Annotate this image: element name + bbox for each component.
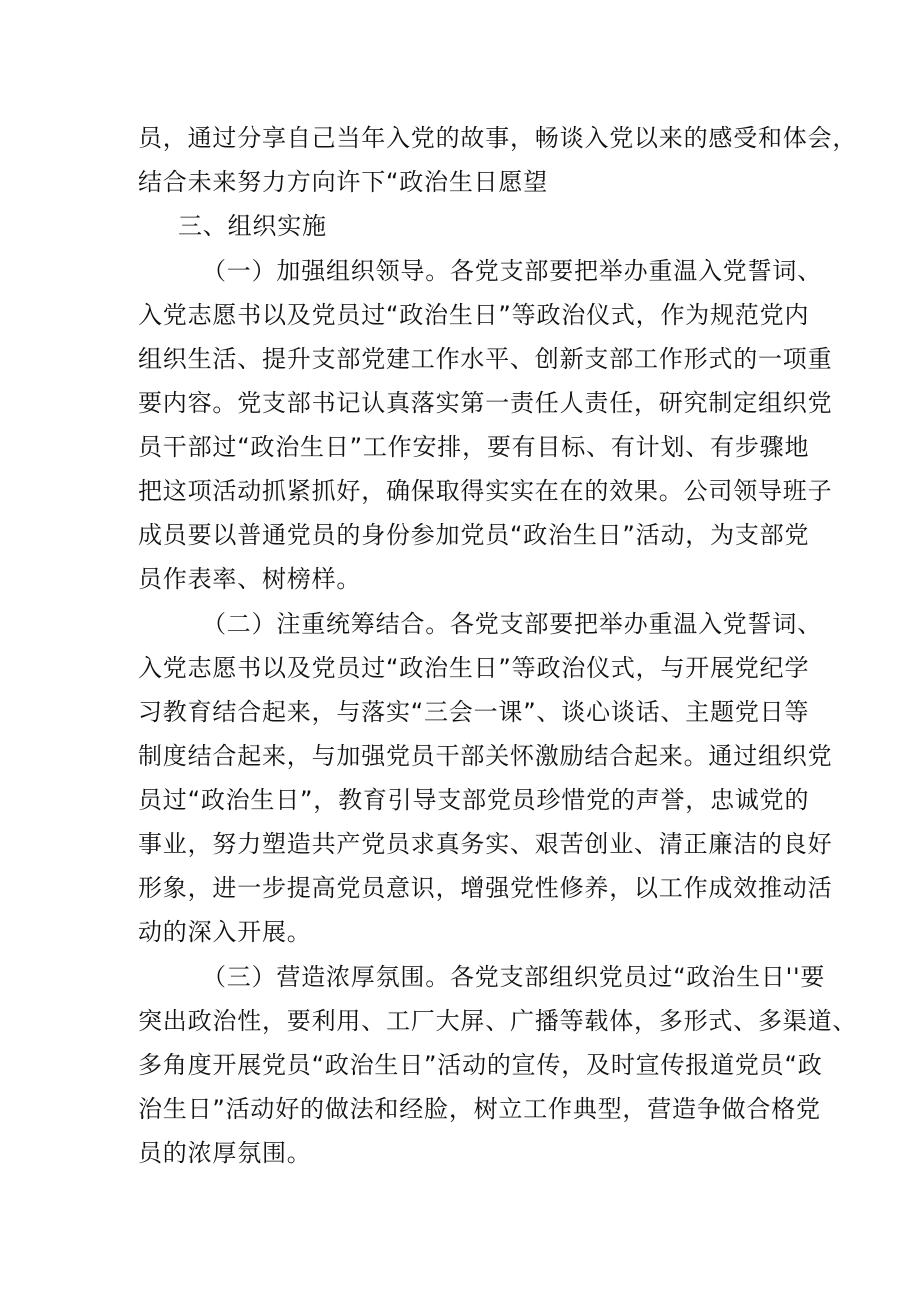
paragraph-first-line: （二）注重统筹结合。各党支部要把举办重温入党誓词、	[202, 610, 822, 638]
text-line: 治生日”活动好的做法和经脸，树立工作典型，营造争做合格党	[138, 1095, 821, 1123]
text-line: 结合未来努力方向许下“政治生日愿望	[138, 168, 549, 196]
paragraph-first-line: （一）加强组织领导。各党支部要把举办重温入党誓词、	[202, 257, 822, 285]
text-line: 员过“政治生日”，教育引导支部党员珍惜党的声誉，忠诚党的	[138, 786, 810, 814]
text-line: 制度结合起来，与加强党员干部关怀激励结合起来。通过组织党	[138, 742, 833, 770]
text-line: 组织生活、提升支部党建工作水平、创新支部工作形式的一项重	[138, 345, 833, 373]
text-line: 要内容。党支部书记认真落实第一责任人责任，研究制定组织党	[138, 389, 833, 417]
paragraph-first-line: （三）营造浓厚氛围。各党支部组织党员过“政治生日''要	[202, 963, 826, 991]
text-line: 员的浓厚氛围。	[138, 1139, 312, 1167]
text-line: 员，通过分享自己当年入党的故事，畅谈入党以来的感受和体会，	[138, 124, 858, 152]
text-line: 把这项活动抓紧抓好，确保取得实实在在的效果。公司领导班子	[138, 477, 833, 505]
text-line: 多角度开展党员“政治生日”活动的宣传，及时宣传报道党员“政	[138, 1051, 823, 1079]
text-line: 习教育结合起来，与落实“三会一课”、谈心谈话、主题党日等	[138, 698, 810, 726]
section-heading: 三、组织实施	[178, 212, 327, 240]
text-line: 事业，努力塑造共产党员求真务实、艰苦创业、清正廉洁的良好	[138, 830, 833, 858]
text-line: 动的深入开展。	[138, 918, 312, 946]
text-line: 形象，进一步提高党员意识，增强党性修养，以工作成效推动活	[138, 874, 833, 902]
text-line: 入党志愿书以及党员过“政治生日”等政治仪式，作为规范党内	[138, 301, 810, 329]
text-line: 员作表率、树榜样。	[138, 565, 362, 593]
text-line: 成员要以普通党员的身份参加党员“政治生日”活动，为支部党	[138, 521, 810, 549]
text-line: 突出政治性，要利用、工厂大屏、广播等载体，多形式、多渠道、	[138, 1007, 858, 1035]
text-line: 员干部过“政治生日”工作安排，要有目标、有计划、有步骤地	[138, 433, 810, 461]
text-line: 入党志愿书以及党员过“政治生日”等政治仪式，与开展党纪学	[138, 654, 810, 682]
